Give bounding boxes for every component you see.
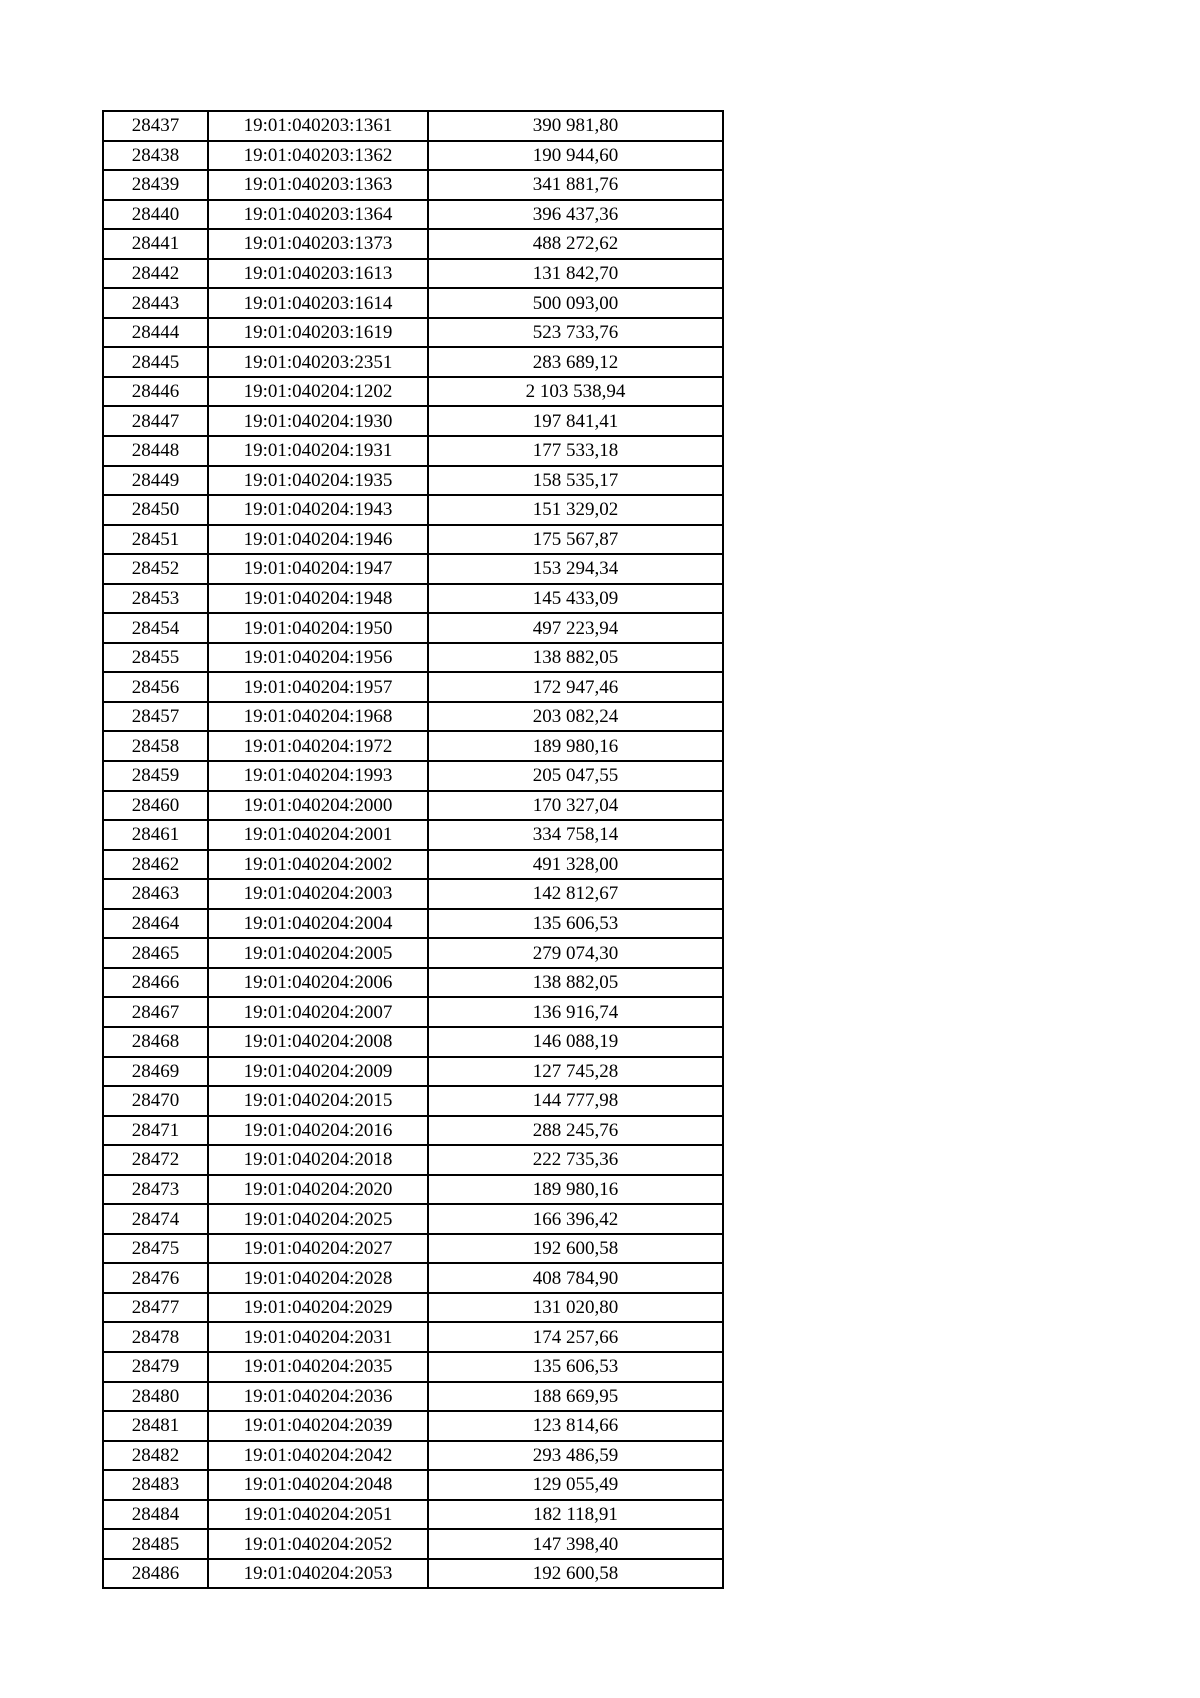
cadastral-value-cell: 288 245,76 <box>428 1116 723 1146</box>
cadastral-number-cell: 19:01:040204:1202 <box>208 377 428 407</box>
row-number-cell: 28479 <box>103 1352 208 1382</box>
cadastral-number-cell: 19:01:040203:1361 <box>208 111 428 141</box>
row-number-cell: 28485 <box>103 1529 208 1559</box>
row-number-cell: 28466 <box>103 968 208 998</box>
cadastral-value-cell: 129 055,49 <box>428 1470 723 1500</box>
table-row <box>103 1500 723 1530</box>
table-row <box>103 1175 723 1205</box>
cadastral-number-cell: 19:01:040204:1950 <box>208 613 428 643</box>
row-number-cell: 28464 <box>103 909 208 939</box>
cadastral-value-cell: 500 093,00 <box>428 288 723 318</box>
cadastral-number-cell: 19:01:040204:1968 <box>208 702 428 732</box>
row-number-cell: 28446 <box>103 377 208 407</box>
table-row <box>103 761 723 791</box>
row-number-cell: 28449 <box>103 466 208 496</box>
row-number-cell: 28477 <box>103 1293 208 1323</box>
cadastral-value-cell: 390 981,80 <box>428 111 723 141</box>
cadastral-value-cell: 166 396,42 <box>428 1204 723 1234</box>
cadastral-number-cell: 19:01:040204:1956 <box>208 643 428 673</box>
table-row <box>103 525 723 555</box>
cadastral-number-cell: 19:01:040204:1947 <box>208 554 428 584</box>
table-row <box>103 909 723 939</box>
cadastral-number-cell: 19:01:040204:1943 <box>208 495 428 525</box>
cadastral-number-cell: 19:01:040204:2004 <box>208 909 428 939</box>
cadastral-value-cell: 2 103 538,94 <box>428 377 723 407</box>
cadastral-value-cell: 135 606,53 <box>428 909 723 939</box>
table-row <box>103 938 723 968</box>
cadastral-value-cell: 188 669,95 <box>428 1382 723 1412</box>
cadastral-number-cell: 19:01:040204:2001 <box>208 820 428 850</box>
table-row <box>103 1234 723 1264</box>
row-number-cell: 28474 <box>103 1204 208 1234</box>
row-number-cell: 28452 <box>103 554 208 584</box>
table-row <box>103 1293 723 1323</box>
row-number-cell: 28467 <box>103 997 208 1027</box>
table-row <box>103 643 723 673</box>
table-row <box>103 1382 723 1412</box>
table-row <box>103 1116 723 1146</box>
row-number-cell: 28444 <box>103 318 208 348</box>
table-row <box>103 1086 723 1116</box>
cadastral-value-cell: 127 745,28 <box>428 1057 723 1087</box>
row-number-cell: 28481 <box>103 1411 208 1441</box>
cadastral-number-cell: 19:01:040204:2048 <box>208 1470 428 1500</box>
row-number-cell: 28454 <box>103 613 208 643</box>
table-row <box>103 141 723 171</box>
table-row <box>103 1529 723 1559</box>
cadastral-number-cell: 19:01:040204:2020 <box>208 1175 428 1205</box>
table-row <box>103 318 723 348</box>
cadastral-number-cell: 19:01:040204:1948 <box>208 584 428 614</box>
row-number-cell: 28471 <box>103 1116 208 1146</box>
cadastral-number-cell: 19:01:040204:1930 <box>208 406 428 436</box>
row-number-cell: 28472 <box>103 1145 208 1175</box>
cadastral-value-cell: 192 600,58 <box>428 1559 723 1589</box>
cadastral-value-cell: 177 533,18 <box>428 436 723 466</box>
cadastral-value-cell: 136 916,74 <box>428 997 723 1027</box>
row-number-cell: 28457 <box>103 702 208 732</box>
cadastral-number-cell: 19:01:040204:2018 <box>208 1145 428 1175</box>
row-number-cell: 28456 <box>103 672 208 702</box>
table-row <box>103 1145 723 1175</box>
row-number-cell: 28455 <box>103 643 208 673</box>
table-body <box>103 111 723 1588</box>
table-row <box>103 111 723 141</box>
table-row <box>103 731 723 761</box>
row-number-cell: 28484 <box>103 1500 208 1530</box>
cadastral-number-cell: 19:01:040204:2031 <box>208 1322 428 1352</box>
table-row <box>103 466 723 496</box>
cadastral-number-cell: 19:01:040204:2009 <box>208 1057 428 1087</box>
table-row <box>103 1027 723 1057</box>
cadastral-value-cell: 182 118,91 <box>428 1500 723 1530</box>
row-number-cell: 28486 <box>103 1559 208 1589</box>
cadastral-number-cell: 19:01:040204:2027 <box>208 1234 428 1264</box>
table-row <box>103 879 723 909</box>
row-number-cell: 28438 <box>103 141 208 171</box>
cadastral-number-cell: 19:01:040204:2000 <box>208 791 428 821</box>
row-number-cell: 28475 <box>103 1234 208 1264</box>
cadastral-value-cell: 144 777,98 <box>428 1086 723 1116</box>
cadastral-value-cell: 497 223,94 <box>428 613 723 643</box>
cadastral-value-cell: 175 567,87 <box>428 525 723 555</box>
table-row <box>103 702 723 732</box>
row-number-cell: 28480 <box>103 1382 208 1412</box>
row-number-cell: 28451 <box>103 525 208 555</box>
row-number-cell: 28450 <box>103 495 208 525</box>
row-number-cell: 28441 <box>103 229 208 259</box>
row-number-cell: 28478 <box>103 1322 208 1352</box>
cadastral-number-cell: 19:01:040204:2003 <box>208 879 428 909</box>
row-number-cell: 28482 <box>103 1441 208 1471</box>
cadastral-value-cell: 205 047,55 <box>428 761 723 791</box>
cadastral-value-cell: 396 437,36 <box>428 200 723 230</box>
row-number-cell: 28461 <box>103 820 208 850</box>
cadastral-value-cell: 523 733,76 <box>428 318 723 348</box>
cadastral-number-cell: 19:01:040204:2052 <box>208 1529 428 1559</box>
cadastral-value-cell: 189 980,16 <box>428 1175 723 1205</box>
cadastral-number-cell: 19:01:040203:1364 <box>208 200 428 230</box>
table-row <box>103 170 723 200</box>
row-number-cell: 28462 <box>103 850 208 880</box>
cadastral-number-cell: 19:01:040203:1614 <box>208 288 428 318</box>
row-number-cell: 28470 <box>103 1086 208 1116</box>
cadastral-value-cell: 170 327,04 <box>428 791 723 821</box>
table-row <box>103 554 723 584</box>
table-row <box>103 288 723 318</box>
cadastral-value-cell: 135 606,53 <box>428 1352 723 1382</box>
table-row <box>103 1057 723 1087</box>
cadastral-value-cell: 131 842,70 <box>428 259 723 289</box>
cadastral-number-cell: 19:01:040204:1957 <box>208 672 428 702</box>
cadastral-value-cell: 189 980,16 <box>428 731 723 761</box>
row-number-cell: 28453 <box>103 584 208 614</box>
cadastral-number-cell: 19:01:040204:2036 <box>208 1382 428 1412</box>
row-number-cell: 28442 <box>103 259 208 289</box>
cadastral-number-cell: 19:01:040204:2028 <box>208 1263 428 1293</box>
cadastral-value-cell: 408 784,90 <box>428 1263 723 1293</box>
table-row <box>103 672 723 702</box>
cadastral-value-cell: 283 689,12 <box>428 347 723 377</box>
table-row <box>103 820 723 850</box>
cadastral-number-cell: 19:01:040204:2025 <box>208 1204 428 1234</box>
cadastral-number-cell: 19:01:040204:2007 <box>208 997 428 1027</box>
table-row <box>103 377 723 407</box>
table-row <box>103 1559 723 1589</box>
row-number-cell: 28439 <box>103 170 208 200</box>
row-number-cell: 28473 <box>103 1175 208 1205</box>
row-number-cell: 28476 <box>103 1263 208 1293</box>
cadastral-value-cell: 192 600,58 <box>428 1234 723 1264</box>
cadastral-number-cell: 19:01:040203:1613 <box>208 259 428 289</box>
cadastral-value-cell: 138 882,05 <box>428 968 723 998</box>
cadastral-value-cell: 138 882,05 <box>428 643 723 673</box>
cadastral-number-cell: 19:01:040203:1363 <box>208 170 428 200</box>
cadastral-number-cell: 19:01:040204:1935 <box>208 466 428 496</box>
cadastral-number-cell: 19:01:040203:1373 <box>208 229 428 259</box>
table-row <box>103 1411 723 1441</box>
table-row <box>103 1470 723 1500</box>
cadastral-value-cell: 488 272,62 <box>428 229 723 259</box>
cadastral-number-cell: 19:01:040204:1972 <box>208 731 428 761</box>
cadastral-value-cell: 279 074,30 <box>428 938 723 968</box>
cadastral-value-cell: 145 433,09 <box>428 584 723 614</box>
cadastral-value-cell: 142 812,67 <box>428 879 723 909</box>
cadastral-value-cell: 151 329,02 <box>428 495 723 525</box>
table-row <box>103 347 723 377</box>
row-number-cell: 28448 <box>103 436 208 466</box>
cadastral-value-cell: 174 257,66 <box>428 1322 723 1352</box>
row-number-cell: 28463 <box>103 879 208 909</box>
row-number-cell: 28483 <box>103 1470 208 1500</box>
cadastral-number-cell: 19:01:040204:2051 <box>208 1500 428 1530</box>
cadastral-number-cell: 19:01:040204:2005 <box>208 938 428 968</box>
table-row <box>103 259 723 289</box>
cadastral-value-cell: 172 947,46 <box>428 672 723 702</box>
cadastral-value-cell: 158 535,17 <box>428 466 723 496</box>
cadastral-number-cell: 19:01:040204:1946 <box>208 525 428 555</box>
table-row <box>103 613 723 643</box>
table-row <box>103 997 723 1027</box>
cadastral-value-cell: 197 841,41 <box>428 406 723 436</box>
cadastral-number-cell: 19:01:040204:2039 <box>208 1411 428 1441</box>
row-number-cell: 28443 <box>103 288 208 318</box>
cadastral-value-cell: 190 944,60 <box>428 141 723 171</box>
row-number-cell: 28465 <box>103 938 208 968</box>
cadastral-number-cell: 19:01:040204:2006 <box>208 968 428 998</box>
table-row <box>103 791 723 821</box>
cadastral-value-table <box>102 110 724 1589</box>
cadastral-number-cell: 19:01:040204:1931 <box>208 436 428 466</box>
table-row <box>103 200 723 230</box>
table-row <box>103 1352 723 1382</box>
row-number-cell: 28459 <box>103 761 208 791</box>
table-row <box>103 968 723 998</box>
table-row <box>103 584 723 614</box>
row-number-cell: 28458 <box>103 731 208 761</box>
table-row <box>103 229 723 259</box>
table-row <box>103 495 723 525</box>
cadastral-value-cell: 491 328,00 <box>428 850 723 880</box>
table-row <box>103 1322 723 1352</box>
table-row <box>103 850 723 880</box>
cadastral-number-cell: 19:01:040204:2035 <box>208 1352 428 1382</box>
cadastral-number-cell: 19:01:040204:1993 <box>208 761 428 791</box>
cadastral-value-cell: 293 486,59 <box>428 1441 723 1471</box>
cadastral-value-cell: 222 735,36 <box>428 1145 723 1175</box>
table-row <box>103 406 723 436</box>
cadastral-number-cell: 19:01:040203:1619 <box>208 318 428 348</box>
table-row <box>103 1204 723 1234</box>
row-number-cell: 28468 <box>103 1027 208 1057</box>
cadastral-number-cell: 19:01:040204:2008 <box>208 1027 428 1057</box>
table-row <box>103 1263 723 1293</box>
row-number-cell: 28440 <box>103 200 208 230</box>
cadastral-number-cell: 19:01:040204:2015 <box>208 1086 428 1116</box>
cadastral-value-cell: 131 020,80 <box>428 1293 723 1323</box>
row-number-cell: 28460 <box>103 791 208 821</box>
cadastral-value-cell: 123 814,66 <box>428 1411 723 1441</box>
row-number-cell: 28445 <box>103 347 208 377</box>
row-number-cell: 28447 <box>103 406 208 436</box>
table-row <box>103 436 723 466</box>
cadastral-number-cell: 19:01:040204:2053 <box>208 1559 428 1589</box>
cadastral-value-cell: 334 758,14 <box>428 820 723 850</box>
cadastral-number-cell: 19:01:040203:2351 <box>208 347 428 377</box>
cadastral-number-cell: 19:01:040204:2042 <box>208 1441 428 1471</box>
cadastral-number-cell: 19:01:040204:2002 <box>208 850 428 880</box>
cadastral-number-cell: 19:01:040204:2029 <box>208 1293 428 1323</box>
cadastral-value-cell: 147 398,40 <box>428 1529 723 1559</box>
cadastral-value-cell: 153 294,34 <box>428 554 723 584</box>
cadastral-number-cell: 19:01:040203:1362 <box>208 141 428 171</box>
cadastral-number-cell: 19:01:040204:2016 <box>208 1116 428 1146</box>
cadastral-value-cell: 341 881,76 <box>428 170 723 200</box>
cadastral-value-cell: 203 082,24 <box>428 702 723 732</box>
cadastral-value-cell: 146 088,19 <box>428 1027 723 1057</box>
table-row <box>103 1441 723 1471</box>
row-number-cell: 28437 <box>103 111 208 141</box>
row-number-cell: 28469 <box>103 1057 208 1087</box>
